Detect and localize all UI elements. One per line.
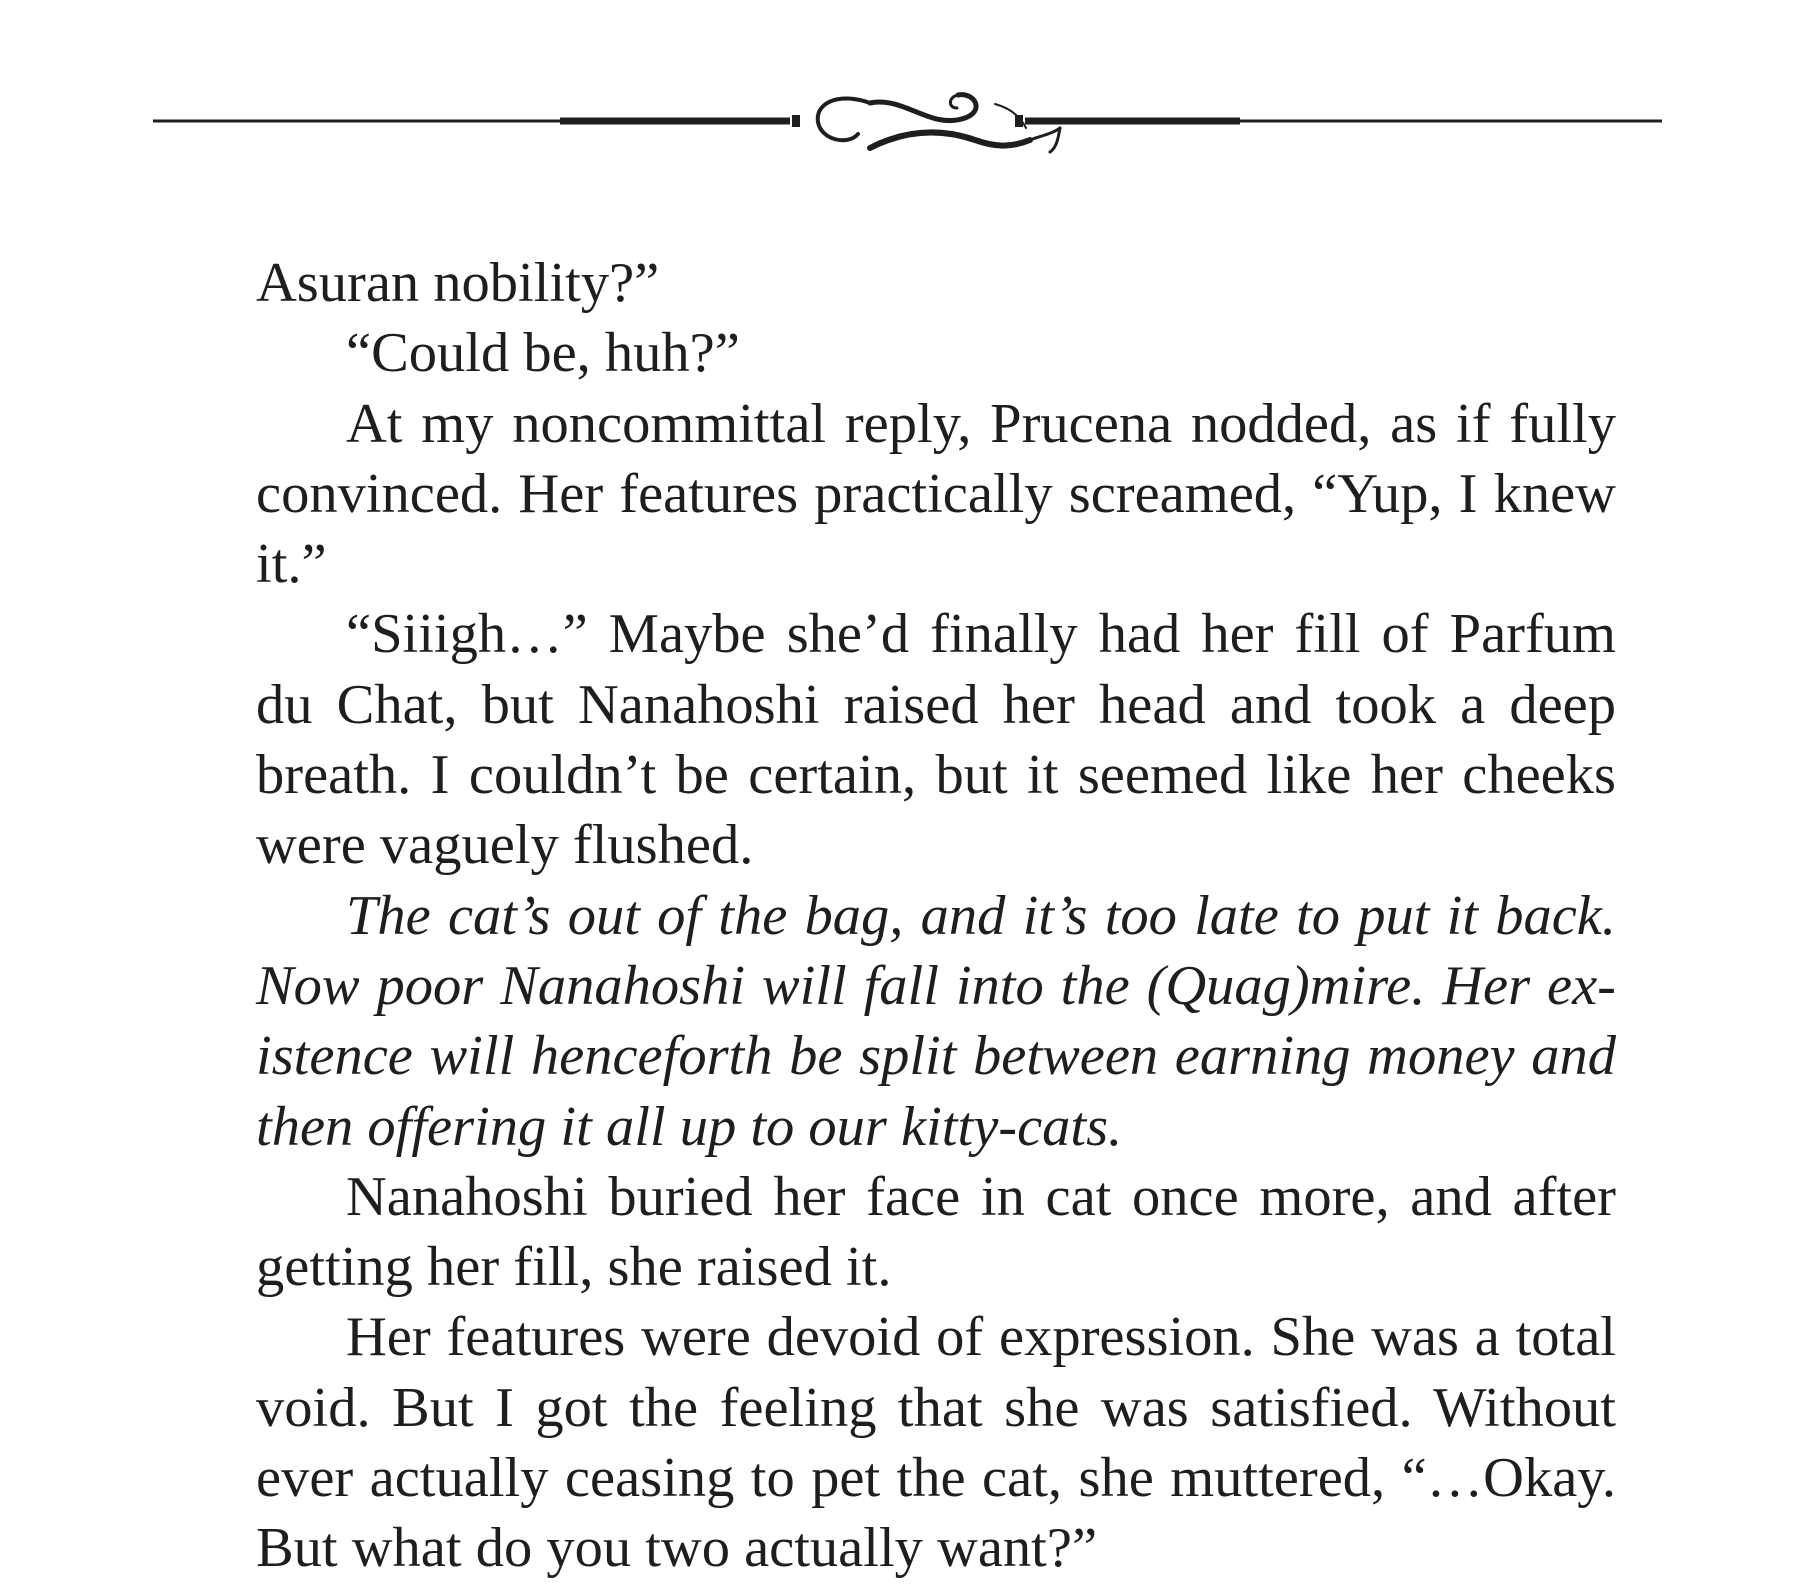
- paragraph: “Siiigh…” Maybe she’d finally had her fill of Parfum du Chat, but Nanahoshi raised her head and took a deep breath. I couldn’t be certain, but it seemed like her cheeks were vaguely flushed.: [256, 603, 1616, 877]
- paragraph: “Could be, huh?”: [346, 322, 740, 385]
- paragraph: Nanahoshi buried her face in cat once more, and after getting her fill, she raised it.: [256, 1165, 1616, 1299]
- flourish-divider-icon: [0, 0, 1800, 200]
- body-text: [256, 248, 1616, 1584]
- paragraph: Her features were devoid of expression. She was a total void. But I got the feeling that she was satisfied. Without ever actually ceasing to pet the cat, she muttered, “…Okay. But what do you two actually want?”: [256, 1306, 1616, 1580]
- paragraph: At my noncommittal reply, Prucena nodded, as if fully convinced. Her features practically screamed, “Yup, I knew it.”: [256, 392, 1616, 596]
- paragraph: Asuran nobility?”: [256, 252, 660, 314]
- paragraph-italic: The cat’s out of the bag, and it’s too late to put it back. Now poor Nanahoshi will fall into the (Quag)mire. Her existence will henceforth be split between earning money and then offering it all up to our kitty-cats.: [256, 884, 1616, 1158]
